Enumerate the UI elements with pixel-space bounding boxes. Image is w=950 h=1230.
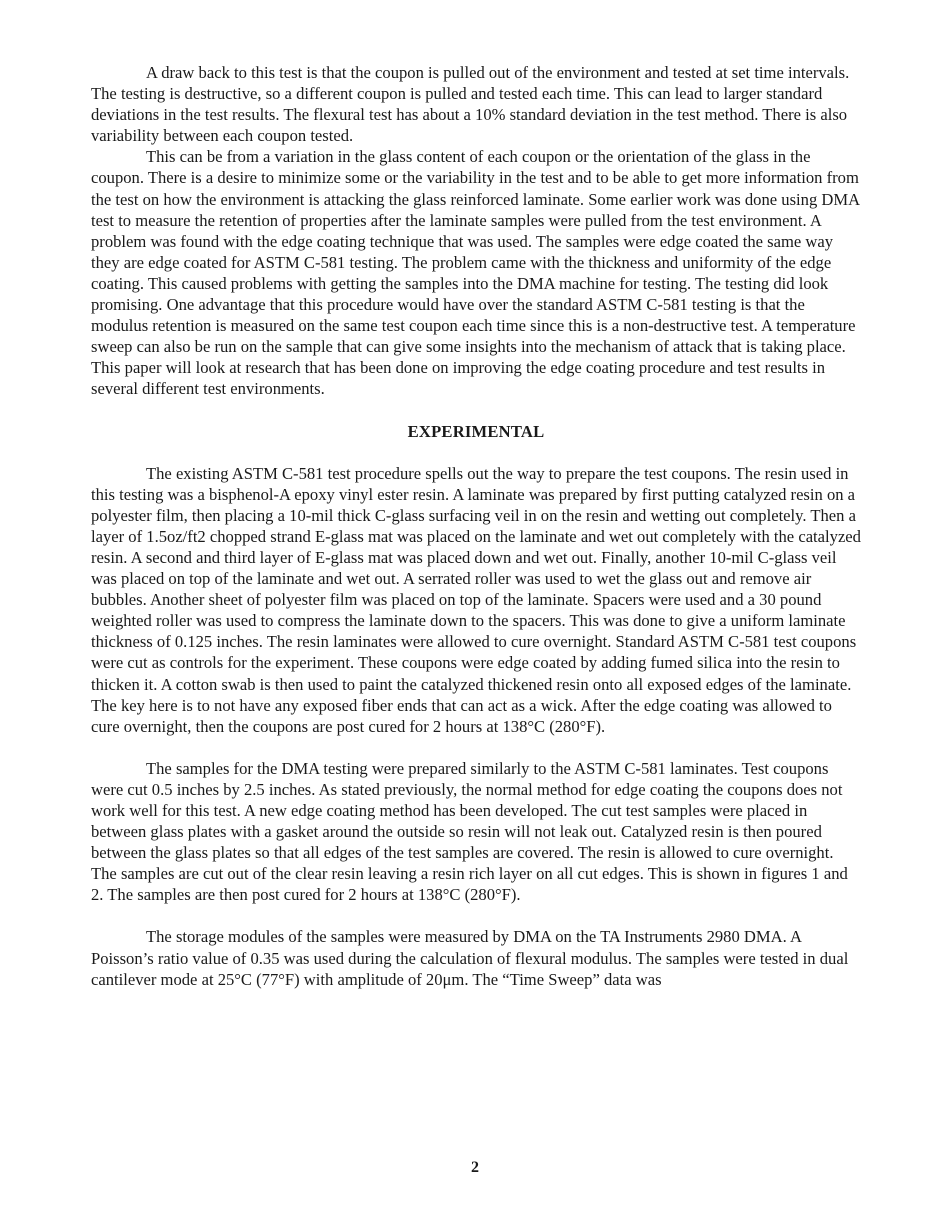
paragraph-variation: This can be from a variation in the glass content of each coupon or the orientation of the glass in the coupon. There is a desire to minimize some or the variability in the test and to be able to get more information from the test on how the environment is attacking the glass reinforced laminate. Some earlier work was done using DMA test to measure the retention of properties after the laminate samples were pulled from the test environment. A problem was found with the edge coating technique that was used. The samples were edge coated the same way they are edge coated for ASTM C-581 testing. The problem came with the thickness and uniformity of the edge coating. This caused problems with getting the samples into the DMA machine for testing. The testing did look promising. One advantage that this procedure would have over the standard ASTM C-581 testing is that the modulus retention is measured on the same test coupon each time since this is a non-destructive test. A temperature sweep can also be run on the sample that can give some insights into the mechanism of attack that is taking place. This paper will look at research that has been done on improving the edge coating procedure and test results in several different test environments. [91,147,860,399]
paragraph-drawback: A draw back to this test is that the coupon is pulled out of the environment and tested at set time intervals. The testing is destructive, so a different coupon is pulled and tested each time. This can lead to larger standard deviations in the test results. The flexural test has about a 10% standard deviation in the test method. There is also variability between each coupon tested. [91,63,850,146]
section-heading-experimental: EXPERIMENTAL [407,421,545,441]
paragraph-laminate-preparation: The existing ASTM C-581 test procedure spells out the way to prepare the test coupons. The resin used in this testing was a bisphenol-A epoxy vinyl ester resin. A laminate was prepared by first putting catalyzed resin on a polyester film, then placing a 10-mil thick C-glass surfacing veil in on the resin and wetting out completely. Then a layer of 1.5oz/ft2 chopped strand E-glass mat was placed on the laminate and wet out completely with the catalyzed resin. A second and third layer of E-glass mat was placed down and wet out. Finally, another 10-mil C-glass veil was placed on top of the laminate and wet out. A serrated roller was used to wet the glass out and remove air bubbles. Another sheet of polyester film was placed on top of the laminate. Spacers were used and a 30 pound weighted roller was used to compress the laminate down to the spacers. This was done to give a uniform laminate thickness of 0.125 inches. The resin laminates were allowed to cure overnight. Standard ASTM C-581 test coupons were cut as controls for the experiment. These coupons were edge coated by adding fumed silica into the resin to thicken it. A cotton swab is then used to paint the catalyzed thickened resin onto all exposed edges of the laminate. The key here is to not have any exposed fiber ends that can act as a wick. After the edge coating was allowed to cure overnight, then the coupons are post cured for 2 hours at 138°C (280°F). [91,463,861,736]
paragraph-storage-modules: The storage modules of the samples were measured by DMA on the TA Instruments 2980 DMA. A Poisson’s ratio value of 0.35 was used during the calculation of flexural modulus. The samples were tested in dual cantilever mode at 25°C (77°F) with amplitude of 20μm. The “Time Sweep” data was [91,927,849,989]
paragraph-spacer [91,905,861,926]
paragraph-dma-samples: The samples for the DMA testing were prepared similarly to the ASTM C-581 laminates. Test coupons were cut 0.5 inches by 2.5 inches. As stated previously, the normal method for edge coating the coupons does not work well for this test. A new edge coating method has been developed. The cut test samples were placed in between glass plates with a gasket around the outside so resin will not leak out. Catalyzed resin is then poured between the glass plates so that all edges of the test samples are covered. The resin is allowed to cure overnight. The samples are cut out of the clear resin leaving a resin rich layer on all cut edges. This is shown in figures 1 and 2. The samples are then post cured for 2 hours at 138°C (280°F). [91,758,848,905]
paragraph-spacer [91,737,861,758]
page-body [91,62,861,990]
page-number: 2 [471,1159,479,1176]
